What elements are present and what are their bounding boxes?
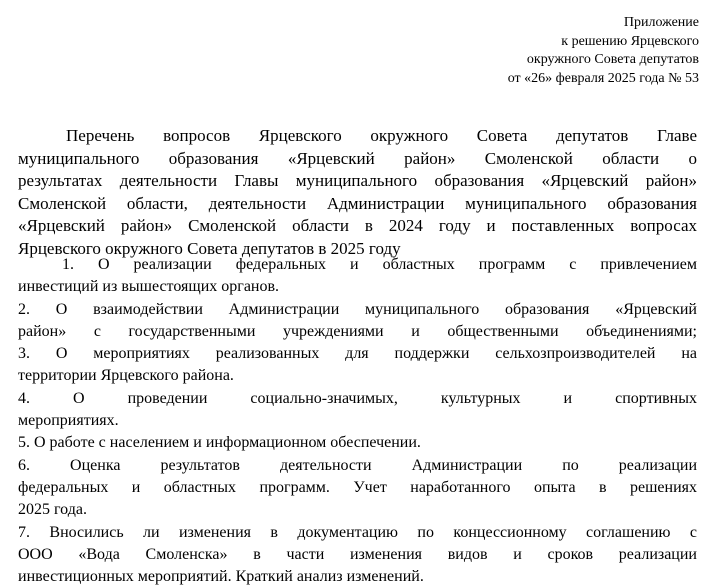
- item-line: 6. Оценка результатов деятельности Администрации по реализации: [18, 456, 697, 474]
- item-line: 1. О реализации федеральных и областных программ с привлечением: [62, 256, 697, 273]
- appendix-header: [508, 14, 699, 88]
- document-title: [18, 125, 697, 261]
- item-line: инвестиций из вышестоящих органов.: [18, 278, 280, 296]
- item-line: 5. О работе с населением и информационном обеспечении.: [18, 434, 421, 452]
- item-line: 2025 года.: [18, 501, 87, 519]
- item-line: федеральных и областных программ. Учет наработанного опыта в решениях: [18, 478, 697, 496]
- title-line: Перечень вопросов Ярцевского окружного Совета депутатов Главе: [66, 126, 697, 145]
- title-line: результатах деятельности Главы муниципального образования «Ярцевский район»: [18, 171, 697, 191]
- item-line: мероприятиях.: [18, 412, 119, 430]
- list-item: [18, 343, 697, 388]
- list-item: [18, 455, 697, 522]
- item-line: 7. Вносились ли изменения в документацию по концессионному соглашению с: [18, 523, 697, 541]
- list-item: [18, 432, 697, 454]
- item-line: район» с государственными учреждениями и общественными объединениями;: [18, 322, 697, 340]
- title-line: Ярцевского окружного Совета депутатов в 2025 году: [18, 238, 401, 258]
- title-line: муниципального образования «Ярцевский район» Смоленской области о: [18, 148, 697, 168]
- item-line: территории Ярцевского района.: [18, 367, 234, 385]
- appendix-line: окружного Совета депутатов: [526, 52, 699, 67]
- appendix-line: Приложение: [623, 15, 699, 30]
- item-line: 4. О проведении социально-значимых, культурных и спортивных: [18, 389, 697, 407]
- list-item: [18, 254, 697, 299]
- appendix-line: от «26» февраля 2025 года № 53: [507, 70, 699, 86]
- item-line: 2. О взаимодействии Администрации муниципального образования «Ярцевский: [18, 300, 697, 318]
- title-line: Смоленской области, деятельности Администрации муниципального образования: [18, 193, 697, 213]
- item-line: 3. О мероприятиях реализованных для поддержки сельхозпроизводителей на: [18, 345, 697, 363]
- appendix-line: к решению Ярцевского: [561, 33, 699, 49]
- question-list: [18, 254, 697, 588]
- list-item: [18, 299, 697, 344]
- list-item: [18, 522, 697, 588]
- list-item: [18, 388, 697, 433]
- title-line: «Ярцевский район» Смоленской области в 2024 году и поставленных вопросах: [18, 216, 697, 236]
- item-line: инвестиционных мероприятий. Краткий анализ изменений.: [18, 568, 424, 586]
- item-line: ООО «Вода Смоленска» в части изменения видов и сроков реализации: [18, 545, 697, 563]
